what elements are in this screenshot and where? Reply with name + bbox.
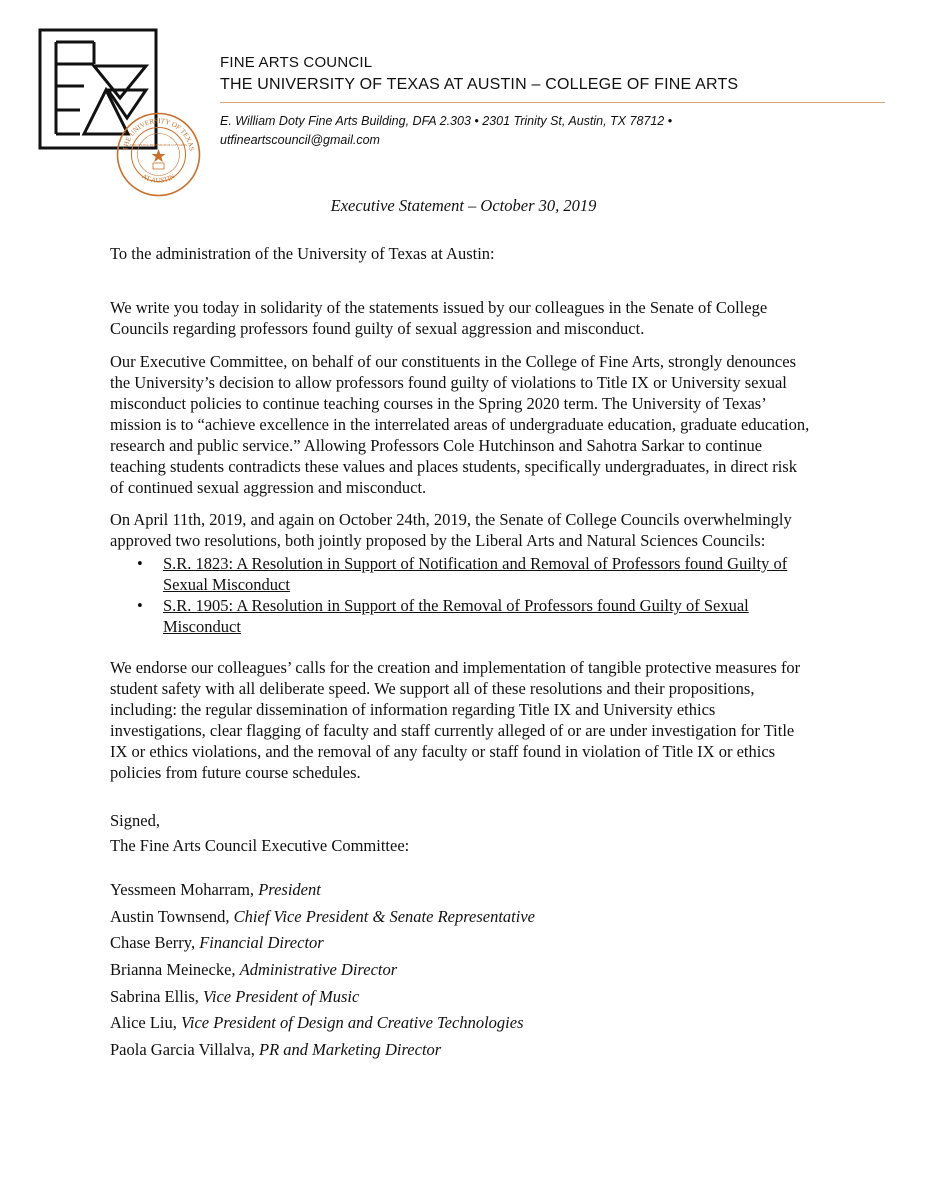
signatory: [110, 933, 810, 960]
address: E. William Doty Fine Arts Building, DFA 2.303 • 2301 Trinity St, Austin, TX 78712 •: [220, 114, 673, 128]
committee-heading: The Fine Arts Council Executive Committee:: [110, 836, 410, 855]
signatory: [110, 987, 810, 1014]
signatory: [110, 960, 810, 987]
svg-text:AT AUSTIN: AT AUSTIN: [140, 172, 177, 185]
document-title: Executive Statement – October 30, 2019: [330, 196, 597, 215]
signatory-role: Vice President of Music: [203, 986, 360, 1006]
bullet-icon: •: [137, 596, 143, 615]
university-name: THE UNIVERSITY OF TEXAS AT AUSTIN – COLLEGE OF FINE ARTS: [220, 76, 739, 93]
signed-line: Signed,: [110, 811, 160, 830]
header-rule: [220, 102, 885, 103]
resolution-link-sr-1823[interactable]: S.R. 1823: A Resolution in Support of Notification and Removal of Professors found Guilty of Sexual Misconduct: [163, 554, 788, 594]
signatory-name: Alice Liu,: [110, 1013, 182, 1033]
resolution-link-sr-1905[interactable]: S.R. 1905: A Resolution in Support of the Removal of Professors found Guilty of Sexual Misconduct: [163, 596, 749, 636]
bullet-icon: •: [137, 554, 143, 573]
signatory-name: Austin Townsend,: [110, 906, 234, 926]
list-item: [137, 553, 813, 595]
signatory-role: President: [258, 880, 321, 899]
signatory: [110, 907, 810, 934]
signatory-role: Administrative Director: [239, 960, 398, 980]
email: utfineartscouncil@gmail.com: [220, 133, 380, 147]
paragraph-2: Our Executive Committee, on behalf of our constituents in the College of Fine Arts, strongly denounces the University’s decision to allow professors found guilty of violations to Title IX or University sexual misconduct policies to continue teaching courses in the Spring 2020 term. The University of Texas’ mission is to “achieve excellence in the interrelated areas of undergraduate education, graduate education, research and public service.” Allowing Professors Cole Hutchinson and Sahotra Sarkar to continue teaching students contradicts these values and places students, specifically undergraduates, in direct risk of continued sexual aggression and misconduct.: [110, 352, 810, 497]
signatory-name: Sabrina Ellis,: [110, 986, 204, 1006]
paragraph-4: We endorse our colleagues’ calls for the creation and implementation of tangible protective measures for student safety with all deliberate speed. We support all of these resolutions and their propositions, including: the regular dissemination of information regarding Title IX and University ethics investigations, clear flagging of faculty and staff currently alleged of or are under investigation for Title IX or ethics violations, and the removal of any faculty or staff found in violation of Title IX or ethics policies from future course schedules.: [110, 658, 801, 782]
ut-austin-seal: [116, 112, 201, 197]
svg-text:DISCIPLINA PRAESIDIUM CIVITATI: DISCIPLINA PRAESIDIUM CIVITATIS: [130, 143, 187, 147]
signatory-name: Yessmeen Moharram,: [110, 880, 259, 899]
signatory: [110, 880, 810, 907]
org-name: FINE ARTS COUNCIL: [220, 54, 373, 71]
resolution-list: [137, 553, 813, 637]
signatory-name: Brianna Meinecke,: [110, 960, 240, 980]
paragraph-3: On April 11th, 2019, and again on October 24th, 2019, the Senate of College Councils overwhelmingly approved two resolutions, both jointly proposed by the Liberal Arts and Natural Sciences Councils:: [110, 510, 792, 550]
signatory-role: PR and Marketing Director: [258, 1040, 442, 1060]
list-item: [137, 595, 813, 637]
signatory-role: Chief Vice President & Senate Representative: [233, 906, 535, 926]
signatory: [110, 1040, 810, 1067]
signatory-name: Paola Garcia Villalva,: [110, 1040, 259, 1060]
paragraph-1: We write you today in solidarity of the statements issued by our colleagues in the Senate of College Councils regarding professors found guilty of sexual aggression and misconduct.: [110, 298, 768, 338]
signatory-list: [110, 880, 810, 1067]
salutation: To the administration of the University of Texas at Austin:: [110, 244, 495, 263]
signatory-name: Chase Berry,: [110, 933, 200, 953]
svg-text:THE UNIVERSITY OF TEXAS: THE UNIVERSITY OF TEXAS: [121, 116, 196, 152]
signatory: [110, 1013, 810, 1040]
signatory-role: Financial Director: [199, 933, 324, 953]
signatory-role: Vice President of Design and Creative Technologies: [181, 1013, 524, 1033]
